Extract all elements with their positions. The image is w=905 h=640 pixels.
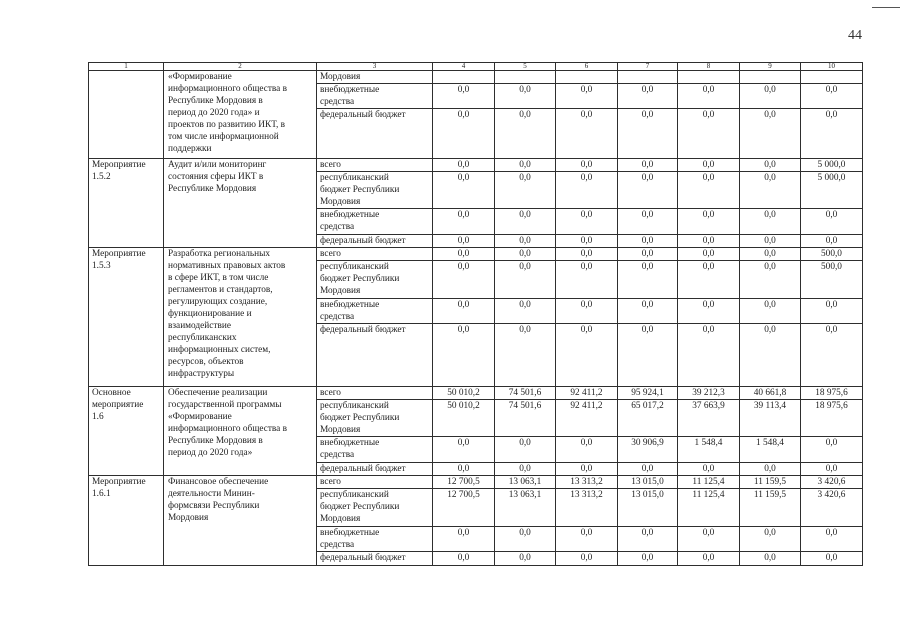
funding-amount: 18 975,6 <box>801 400 863 437</box>
measure-name: «Формирование информационного общества в Республике Мордовия в период до 2020 года» и проектов по развитию ИКТ, в том числе информационной поддержки <box>164 71 317 159</box>
funding-amount: 0,0 <box>433 172 495 209</box>
funding-amount <box>495 71 556 84</box>
page-number: 44 <box>848 28 862 43</box>
measure-code: Основное мероприятие 1.6 <box>89 387 164 476</box>
funding-amount: 37 663,9 <box>678 400 740 437</box>
funding-amount: 0,0 <box>740 261 801 299</box>
funding-amount: 40 661,8 <box>740 387 801 400</box>
funding-source: внебюджетные средства <box>317 209 433 235</box>
funding-amount: 0,0 <box>740 159 801 172</box>
funding-amount: 0,0 <box>556 463 618 476</box>
funding-amount: 0,0 <box>618 84 678 109</box>
table-row <box>89 159 863 172</box>
funding-source: всего <box>317 387 433 400</box>
funding-source: внебюджетные средства <box>317 527 433 552</box>
funding-amount: 0,0 <box>495 235 556 248</box>
funding-source: федеральный бюджет <box>317 235 433 248</box>
funding-source: внебюджетные средства <box>317 437 433 463</box>
funding-amount: 0,0 <box>433 552 495 566</box>
funding-source: республиканский бюджет Республики Мордовия <box>317 400 433 437</box>
funding-amount: 0,0 <box>618 209 678 235</box>
funding-amount: 3 420,6 <box>801 489 863 527</box>
column-header: 6 <box>556 63 618 71</box>
funding-amount: 0,0 <box>678 324 740 387</box>
funding-amount: 0,0 <box>740 172 801 209</box>
funding-amount: 3 420,6 <box>801 476 863 489</box>
funding-amount: 0,0 <box>618 299 678 324</box>
funding-amount: 11 125,4 <box>678 476 740 489</box>
table-row <box>89 248 863 261</box>
funding-source: всего <box>317 159 433 172</box>
funding-amount: 0,0 <box>433 235 495 248</box>
funding-amount: 0,0 <box>740 235 801 248</box>
funding-amount: 0,0 <box>618 324 678 387</box>
funding-source: Мордовия <box>317 71 433 84</box>
funding-amount: 0,0 <box>556 248 618 261</box>
funding-amount: 92 411,2 <box>556 387 618 400</box>
measure-name: Обеспечение реализации государственной программы «Формирование информационного общества в Республике Мордовия в период до 2020 года» <box>164 387 317 476</box>
funding-amount <box>678 71 740 84</box>
funding-amount: 0,0 <box>556 324 618 387</box>
funding-amount <box>433 71 495 84</box>
funding-amount: 0,0 <box>556 527 618 552</box>
funding-amount: 0,0 <box>678 299 740 324</box>
column-header: 10 <box>801 63 863 71</box>
column-header: 2 <box>164 63 317 71</box>
funding-amount: 13 313,2 <box>556 476 618 489</box>
table-header-row <box>89 63 863 71</box>
funding-amount: 50 010,2 <box>433 400 495 437</box>
measure-code: Мероприятие 1.5.3 <box>89 248 164 387</box>
funding-source: федеральный бюджет <box>317 552 433 566</box>
funding-amount: 0,0 <box>618 235 678 248</box>
funding-amount: 0,0 <box>740 248 801 261</box>
funding-amount: 13 063,1 <box>495 489 556 527</box>
measure-code <box>89 71 164 159</box>
funding-amount: 0,0 <box>495 527 556 552</box>
funding-amount: 0,0 <box>495 437 556 463</box>
funding-amount: 0,0 <box>556 299 618 324</box>
funding-amount: 0,0 <box>740 463 801 476</box>
funding-amount: 0,0 <box>801 324 863 387</box>
funding-amount: 0,0 <box>678 235 740 248</box>
funding-amount: 95 924,1 <box>618 387 678 400</box>
funding-amount: 74 501,6 <box>495 400 556 437</box>
funding-amount: 0,0 <box>433 84 495 109</box>
measure-name: Разработка региональных нормативных правовых актов в сфере ИКТ, в том числе регламентов и стандартов, регулирующих создание, функционирование и взаимодействие республиканских информационных систем, ресурсов, объектов инфраструктуры <box>164 248 317 387</box>
funding-amount: 0,0 <box>801 463 863 476</box>
funding-amount: 0,0 <box>801 209 863 235</box>
funding-amount: 0,0 <box>495 109 556 159</box>
funding-amount: 0,0 <box>556 84 618 109</box>
funding-source: республиканский бюджет Республики Мордовия <box>317 261 433 299</box>
measure-code: Мероприятие 1.6.1 <box>89 476 164 566</box>
funding-source: федеральный бюджет <box>317 109 433 159</box>
column-header: 5 <box>495 63 556 71</box>
funding-amount: 0,0 <box>556 235 618 248</box>
funding-amount: 18 975,6 <box>801 387 863 400</box>
measure-name: Финансовое обеспечение деятельности Минин- формсвязи Республики Мордовия <box>164 476 317 566</box>
funding-amount: 0,0 <box>678 463 740 476</box>
funding-amount: 0,0 <box>433 209 495 235</box>
funding-amount: 39 212,3 <box>678 387 740 400</box>
funding-amount: 0,0 <box>433 527 495 552</box>
funding-amount: 0,0 <box>618 109 678 159</box>
funding-amount: 0,0 <box>678 159 740 172</box>
funding-source: всего <box>317 248 433 261</box>
funding-amount: 0,0 <box>433 299 495 324</box>
funding-amount: 0,0 <box>678 527 740 552</box>
funding-source: всего <box>317 476 433 489</box>
funding-amount: 0,0 <box>556 437 618 463</box>
funding-amount: 0,0 <box>740 109 801 159</box>
funding-amount: 0,0 <box>495 84 556 109</box>
funding-amount: 0,0 <box>801 84 863 109</box>
column-header: 3 <box>317 63 433 71</box>
column-header: 4 <box>433 63 495 71</box>
funding-amount: 30 906,9 <box>618 437 678 463</box>
funding-amount: 0,0 <box>556 552 618 566</box>
column-header: 1 <box>89 63 164 71</box>
funding-amount: 12 700,5 <box>433 476 495 489</box>
funding-amount: 0,0 <box>618 261 678 299</box>
funding-source: республиканский бюджет Республики Мордовия <box>317 172 433 209</box>
funding-amount: 0,0 <box>740 299 801 324</box>
funding-amount: 13 015,0 <box>618 489 678 527</box>
funding-amount: 12 700,5 <box>433 489 495 527</box>
funding-amount: 0,0 <box>801 527 863 552</box>
funding-amount: 0,0 <box>740 527 801 552</box>
funding-amount: 0,0 <box>740 209 801 235</box>
funding-amount: 0,0 <box>433 261 495 299</box>
funding-amount: 13 063,1 <box>495 476 556 489</box>
funding-amount: 0,0 <box>495 552 556 566</box>
funding-source: внебюджетные средства <box>317 84 433 109</box>
funding-amount: 13 313,2 <box>556 489 618 527</box>
funding-amount: 0,0 <box>433 109 495 159</box>
funding-amount: 74 501,6 <box>495 387 556 400</box>
funding-amount: 0,0 <box>740 84 801 109</box>
column-header: 7 <box>618 63 678 71</box>
funding-amount: 0,0 <box>801 109 863 159</box>
funding-amount: 0,0 <box>495 159 556 172</box>
funding-amount <box>801 71 863 84</box>
funding-amount: 0,0 <box>678 109 740 159</box>
funding-amount: 500,0 <box>801 261 863 299</box>
funding-amount: 0,0 <box>556 209 618 235</box>
measure-code: Мероприятие 1.5.2 <box>89 159 164 248</box>
budget-table <box>88 62 863 566</box>
funding-amount <box>556 71 618 84</box>
funding-amount: 0,0 <box>678 552 740 566</box>
funding-amount: 11 159,5 <box>740 476 801 489</box>
funding-amount: 0,0 <box>495 463 556 476</box>
funding-amount: 0,0 <box>495 172 556 209</box>
funding-source: внебюджетные средства <box>317 299 433 324</box>
funding-amount: 11 159,5 <box>740 489 801 527</box>
table-row <box>89 71 863 84</box>
table-row <box>89 476 863 489</box>
funding-source: федеральный бюджет <box>317 324 433 387</box>
funding-amount: 0,0 <box>556 172 618 209</box>
funding-amount: 0,0 <box>556 109 618 159</box>
funding-amount: 0,0 <box>678 172 740 209</box>
funding-amount <box>740 71 801 84</box>
funding-source: республиканский бюджет Республики Мордовия <box>317 489 433 527</box>
funding-amount: 0,0 <box>433 248 495 261</box>
funding-amount: 65 017,2 <box>618 400 678 437</box>
funding-amount: 0,0 <box>495 261 556 299</box>
funding-amount: 0,0 <box>678 261 740 299</box>
funding-amount: 0,0 <box>618 552 678 566</box>
funding-amount: 0,0 <box>556 159 618 172</box>
funding-amount: 0,0 <box>433 159 495 172</box>
funding-amount: 0,0 <box>740 324 801 387</box>
funding-amount: 0,0 <box>801 235 863 248</box>
funding-amount: 500,0 <box>801 248 863 261</box>
funding-amount: 0,0 <box>801 299 863 324</box>
funding-amount: 0,0 <box>678 248 740 261</box>
funding-amount: 0,0 <box>618 172 678 209</box>
funding-amount: 13 015,0 <box>618 476 678 489</box>
funding-amount: 0,0 <box>678 209 740 235</box>
table-row <box>89 387 863 400</box>
funding-amount: 0,0 <box>433 324 495 387</box>
funding-amount: 0,0 <box>433 437 495 463</box>
funding-amount: 11 125,4 <box>678 489 740 527</box>
funding-amount: 0,0 <box>801 552 863 566</box>
funding-amount: 0,0 <box>495 324 556 387</box>
scan-mark <box>872 7 900 8</box>
column-header: 9 <box>740 63 801 71</box>
funding-amount: 39 113,4 <box>740 400 801 437</box>
funding-amount: 50 010,2 <box>433 387 495 400</box>
funding-amount: 0,0 <box>556 261 618 299</box>
measure-name: Аудит и/или мониторинг состояния сферы ИКТ в Республике Мордовия <box>164 159 317 248</box>
funding-amount: 0,0 <box>740 552 801 566</box>
funding-source: федеральный бюджет <box>317 463 433 476</box>
funding-amount: 0,0 <box>495 209 556 235</box>
funding-amount: 0,0 <box>801 437 863 463</box>
funding-amount: 0,0 <box>618 248 678 261</box>
funding-amount <box>618 71 678 84</box>
funding-amount: 0,0 <box>618 463 678 476</box>
funding-amount: 1 548,4 <box>678 437 740 463</box>
funding-amount: 92 411,2 <box>556 400 618 437</box>
funding-amount: 0,0 <box>678 84 740 109</box>
funding-amount: 0,0 <box>495 248 556 261</box>
funding-amount: 0,0 <box>618 159 678 172</box>
funding-amount: 0,0 <box>433 463 495 476</box>
funding-amount: 5 000,0 <box>801 159 863 172</box>
funding-amount: 5 000,0 <box>801 172 863 209</box>
column-header: 8 <box>678 63 740 71</box>
funding-amount: 0,0 <box>495 299 556 324</box>
funding-amount: 1 548,4 <box>740 437 801 463</box>
funding-amount: 0,0 <box>618 527 678 552</box>
